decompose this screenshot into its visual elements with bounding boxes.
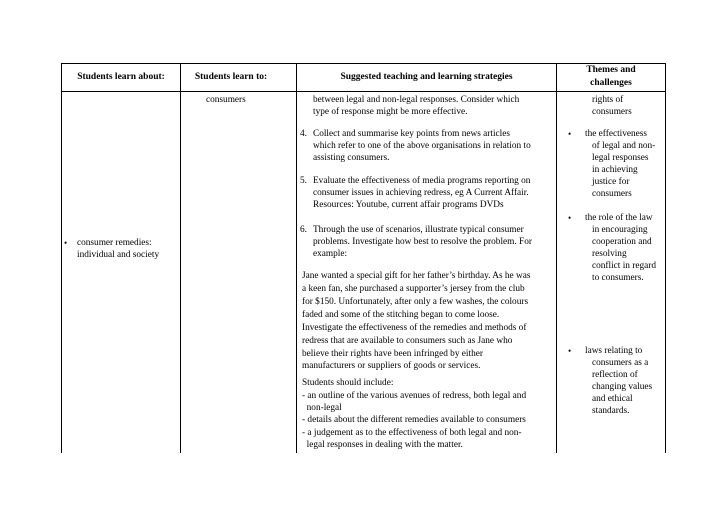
theme1-line: legal responses xyxy=(592,153,649,163)
theme-top-line: rights of xyxy=(592,95,624,105)
include-line: - a judgement as to the effectiveness of both legal and non- xyxy=(302,428,522,438)
include-line: Students should include: xyxy=(302,378,394,388)
scenario-line: Jane wanted a special gift for her father’s birthday. As he was xyxy=(302,271,531,281)
theme3-line: reflection of xyxy=(592,370,638,380)
theme2-line: resolving xyxy=(592,249,627,259)
col-border-2 xyxy=(180,63,181,453)
theme3-line: changing values xyxy=(592,382,653,392)
header-themes-line2: challenges xyxy=(590,78,632,88)
item6-line: Through the use of scenarios, illustrate typical consumer xyxy=(313,225,524,235)
item5-line: Resources: Youtube, current affair programs DVDs xyxy=(313,200,504,210)
item6-number: 6. xyxy=(300,225,307,235)
theme3-line: and ethical xyxy=(592,394,633,404)
col2-line1: consumers xyxy=(206,95,246,105)
item6-line: example: xyxy=(313,249,348,259)
col-border-5 xyxy=(665,63,666,453)
theme1-line: in achieving xyxy=(592,165,638,175)
theme3-line: consumers as a xyxy=(592,358,649,368)
theme3-line: laws relating to xyxy=(585,346,643,356)
scenario-line: faded and some of the stitching began to come loose. xyxy=(302,310,500,320)
item6-line: problems. Investigate how best to resolve the problem. For xyxy=(313,237,532,247)
theme-bullet: • xyxy=(568,346,572,356)
include-line: legal responses in dealing with the matter. xyxy=(302,440,463,450)
item5-line: Evaluate the effectiveness of media programs reporting on xyxy=(313,176,531,186)
col-border-1 xyxy=(61,63,62,453)
scenario-line: believe their rights have been infringed by either xyxy=(302,349,483,359)
col-border-4 xyxy=(556,63,557,453)
col1-line1: consumer remedies: xyxy=(77,238,152,248)
theme2-line: the role of the law xyxy=(585,213,653,223)
theme2-line: to consumers. xyxy=(592,273,644,283)
theme2-line: conflict in regard xyxy=(592,261,657,271)
header-bottom-border xyxy=(61,91,665,92)
theme2-line: in encouraging xyxy=(592,225,648,235)
item4-line: Collect and summarise key points from news articles xyxy=(313,129,510,139)
include-line: non-legal xyxy=(302,403,342,413)
theme1-line: the effectiveness xyxy=(585,129,648,139)
scenario-line: for $150. Unfortunately, after only a few washes, the colours xyxy=(302,297,529,307)
theme-top-line: consumers xyxy=(592,107,632,117)
theme2-line: cooperation and xyxy=(592,237,652,247)
include-line: - details about the different remedies available to consumers xyxy=(302,415,526,425)
theme1-line: of legal and non- xyxy=(592,141,656,151)
strategy-intro-line: type of response might be more effective. xyxy=(313,107,468,117)
include-line: - an outline of the various avenues of redress, both legal and xyxy=(302,391,527,401)
theme1-line: justice for xyxy=(592,177,630,187)
col-border-3 xyxy=(296,63,297,453)
strategy-intro-line: between legal and non-legal responses. Consider which xyxy=(313,95,520,105)
header-students-learn-about: Students learn about: xyxy=(77,72,165,82)
item4-line: which refer to one of the above organisations in relation to xyxy=(313,141,531,151)
item5-line: consumer issues in achieving redress, eg A Current Affair. xyxy=(313,188,529,198)
col1-line2: individual and society xyxy=(77,250,160,260)
scenario-line: a keen fan, she purchased a supporter’s jersey from the club xyxy=(302,284,525,294)
item5-number: 5. xyxy=(300,176,307,186)
theme-bullet: • xyxy=(568,213,572,223)
item4-line: assisting consumers. xyxy=(313,153,390,163)
theme1-line: consumers xyxy=(592,189,632,199)
col1-bullet: • xyxy=(64,238,68,248)
theme-bullet: • xyxy=(568,129,572,139)
scenario-line: redress that are available to consumers such as Jane who xyxy=(302,336,513,346)
header-themes-line1: Themes and xyxy=(586,65,636,75)
item4-number: 4. xyxy=(300,129,307,139)
header-students-learn-to: Students learn to: xyxy=(194,72,268,82)
header-strategies: Suggested teaching and learning strategies xyxy=(340,72,513,82)
scenario-line: manufacturers or suppliers of goods or services. xyxy=(302,361,481,371)
theme3-line: standards. xyxy=(592,406,630,416)
scenario-line: Investigate the effectiveness of the remedies and methods of xyxy=(302,323,527,333)
